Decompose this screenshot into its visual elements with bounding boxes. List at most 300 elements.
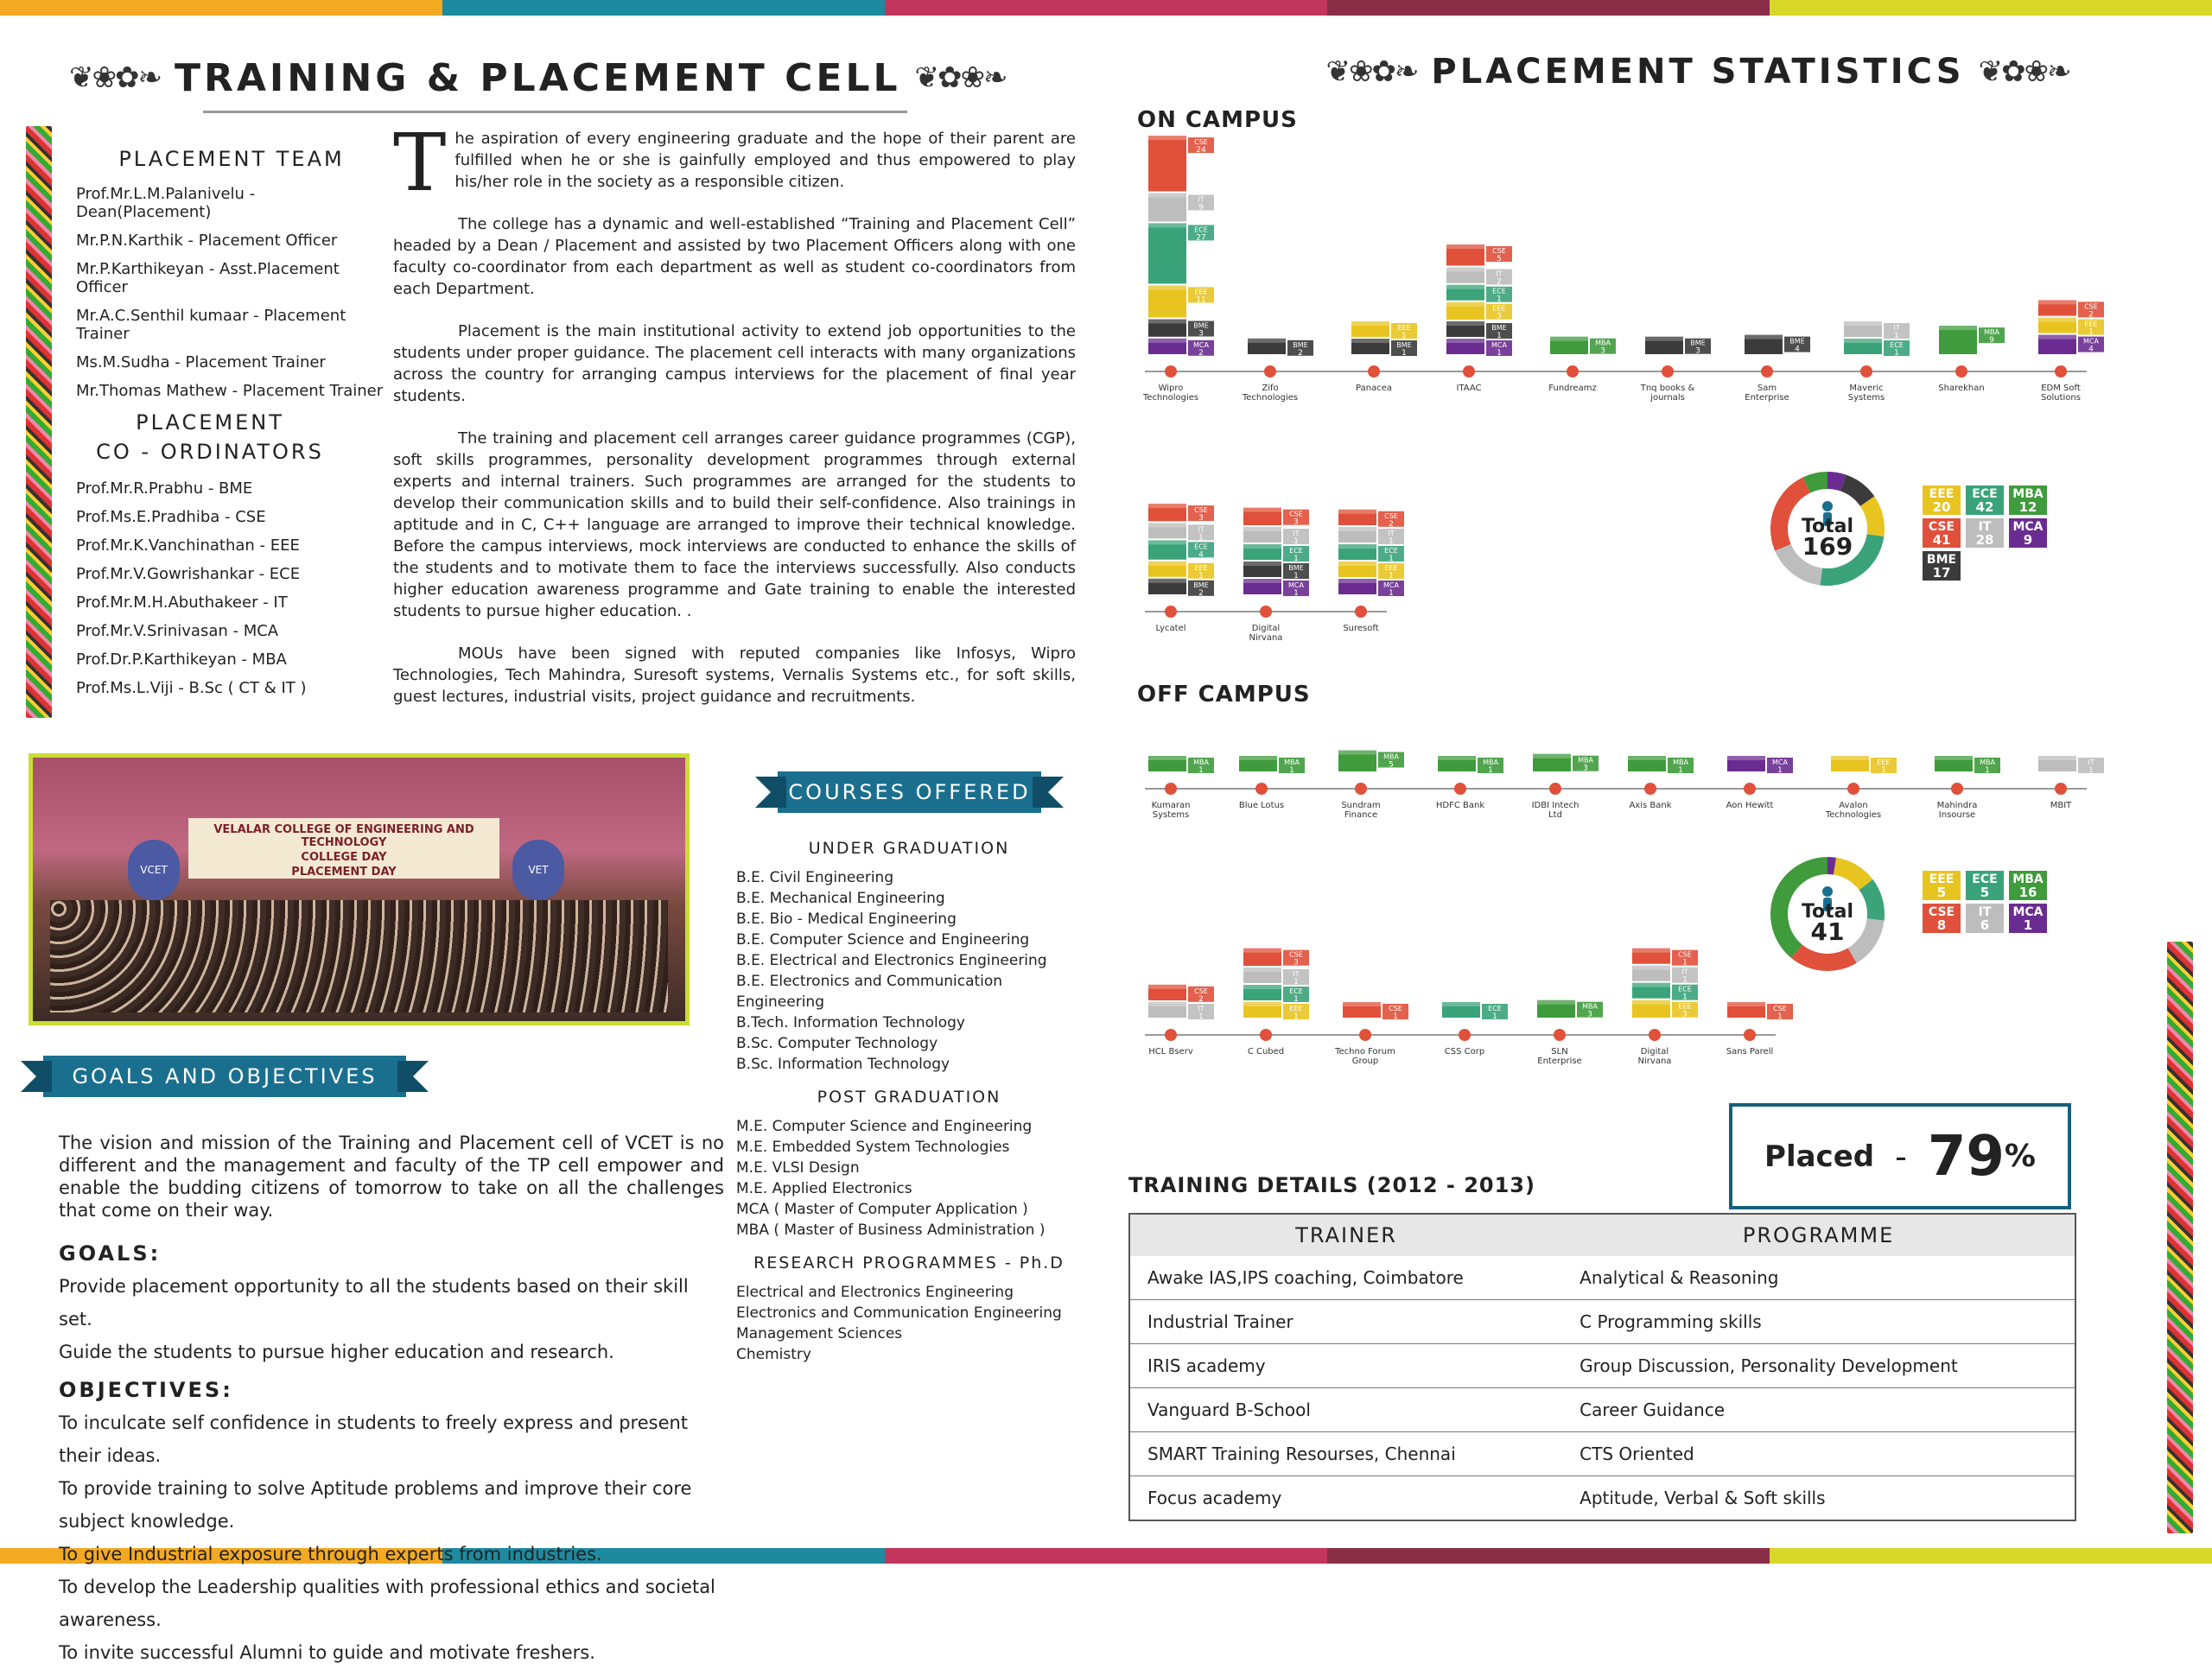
total-tile-label: MBA — [2012, 873, 2044, 886]
data-label: 1 — [1294, 589, 1299, 598]
marker-dot — [1255, 783, 1268, 795]
bar-segment-highlight — [1148, 339, 1186, 343]
bar-segment-highlight — [1727, 756, 1765, 760]
decorative-border — [2167, 942, 2193, 1533]
data-label: 3 — [1695, 346, 1700, 356]
team-member: Prof.Mr.L.M.Palanivelu - Dean(Placement) — [76, 185, 256, 221]
data-label: ECE — [1492, 287, 1506, 295]
marker-dot — [1165, 365, 1177, 378]
intro-paragraph-2: The college has a dynamic and well-established “Training and Placement Cell” headed by a Dean / Placement and assisted by two Placement Officers along with one faculty co-coordinator from each department as well as student co-coordinators from each Department. — [393, 215, 1076, 298]
marker-dot — [1951, 783, 1963, 795]
bar-segment-highlight — [1745, 335, 1783, 340]
table-row — [1129, 1388, 2075, 1432]
bar-segment-highlight — [1338, 544, 1376, 549]
bar-segment-highlight — [1243, 527, 1281, 531]
data-label: MCA — [1772, 758, 1788, 766]
placed-unit: % — [2004, 1139, 2036, 1174]
data-label: 1 — [1682, 975, 1688, 985]
data-label: CSE — [1194, 138, 1208, 147]
page-title-left: TRAINING & PLACEMENT CELL — [174, 55, 901, 100]
category-label: IDBI Intech — [1531, 801, 1580, 810]
data-label: 1 — [1492, 1012, 1497, 1021]
total-tile-value: 17 — [1932, 565, 1951, 581]
marker-dot — [2055, 365, 2067, 378]
category-label: Insourse — [1938, 810, 1976, 820]
data-label: 4 — [1795, 345, 1800, 354]
total-tile-label: MBA — [2012, 487, 2044, 501]
data-label: IT — [1388, 530, 1395, 537]
category-label: Aon Hewitt — [1726, 801, 1774, 810]
table-row — [1129, 1344, 2075, 1388]
category-label: Technologies — [1142, 393, 1199, 403]
top-color-bar — [0, 0, 2212, 16]
data-label: 1 — [1294, 555, 1299, 563]
data-label: 2 — [1298, 348, 1303, 358]
data-label: 1 — [1294, 995, 1299, 1004]
data-label: BME — [1491, 324, 1507, 332]
bar-segment-highlight — [1343, 1002, 1381, 1006]
marker-dot — [1359, 1029, 1371, 1041]
data-label: CSE — [1389, 1005, 1402, 1012]
data-label: 1 — [1678, 766, 1683, 775]
data-label: CSE — [1289, 510, 1303, 518]
marker-dot — [1355, 783, 1367, 795]
objectives-heading: OBJECTIVES: — [59, 1378, 233, 1402]
donut-slice — [1791, 944, 1857, 971]
bar-segment-highlight — [1148, 756, 1186, 760]
data-label: 1 — [1894, 349, 1899, 358]
category-label: MBIT — [2050, 801, 2072, 810]
college-shield-icon: VCET — [128, 840, 180, 900]
bar-segment-highlight — [2038, 300, 2076, 304]
coordinators-list — [76, 479, 344, 697]
category-label: Technologies — [1242, 393, 1299, 403]
total-tile-label: CSE — [1928, 905, 1955, 919]
category-label: Blue Lotus — [1238, 801, 1285, 810]
trainer-cell: Vanguard B-School — [1129, 1388, 1562, 1432]
bar-segment — [1148, 136, 1186, 191]
marker-dot — [1165, 1029, 1177, 1041]
course-item: M.E. Computer Science and Engineering — [736, 1118, 1033, 1135]
placed-dash: - — [1895, 1137, 1907, 1176]
bar-segment-highlight — [1446, 302, 1484, 307]
data-label: 2 — [1389, 519, 1394, 529]
team-member: Mr.P.Karthikeyan - Asst.Placement Officer — [76, 260, 340, 296]
category-label: Tnq books & — [1640, 384, 1695, 393]
bar-segment — [1148, 223, 1186, 283]
coordinator: Prof.Mr.M.H.Abuthakeer - IT — [76, 593, 288, 612]
total-tile-value: 16 — [2018, 885, 2037, 900]
intro-paragraph-4: The training and placement cell arranges career guidance programmes (CGP), soft skills programmes, personality development programmes through external experts and internal trainers. Such programmes are arranged for the students to develop their communication skills and to build their self-confidence. Also trainings in aptitude and in C, C++ language are arranged to improve their technical knowledge. Before the campus interviews, mock interviews are conducted to enhance the skills of the students and to motivate them to face the interviews successfully. Also conducts higher education awareness programme and Gate training to enable the interested students to pursue higher education. . — [393, 429, 1076, 620]
data-label: 1 — [1198, 1012, 1204, 1021]
placement-day-photo — [29, 753, 690, 1025]
photo-banner — [188, 818, 499, 879]
bar-segment-highlight — [1248, 339, 1286, 343]
marker-dot — [1459, 1029, 1471, 1041]
objective-item: To develop the Leadership qualities with professional ethics and societal awareness. — [59, 1577, 715, 1630]
total-tile-value: 8 — [1936, 917, 1947, 933]
data-label: MBA — [1383, 752, 1399, 761]
bar-segment-highlight — [1727, 1002, 1765, 1006]
bar-segment-highlight — [1351, 339, 1389, 343]
marker-dot — [1355, 606, 1367, 618]
data-label: CSE — [1194, 506, 1208, 515]
data-label: IT — [1681, 968, 1688, 976]
marker-dot — [1368, 365, 1380, 378]
category-label: Systems — [1152, 810, 1190, 820]
data-label: CSE — [2084, 302, 2098, 311]
bar-segment-highlight — [1446, 321, 1484, 326]
training-heading: TRAINING DETAILS (2012 - 2013) — [1128, 1173, 1535, 1197]
coordinators-heading-2: CO - ORDINATORS — [96, 440, 324, 464]
total-label: Total — [1801, 516, 1854, 537]
bar-segment-highlight — [1243, 544, 1281, 549]
floral-ornament-icon: ❦✿❀❧ — [914, 60, 1007, 95]
title-underline — [203, 111, 907, 113]
category-label: Solutions — [2041, 393, 2081, 403]
bar-segment-highlight — [1533, 754, 1571, 758]
data-label: 2 — [1198, 994, 1204, 1004]
data-label: BME — [1193, 581, 1209, 589]
course-item: MBA ( Master of Business Administration ) — [736, 1222, 1046, 1239]
bar-segment-highlight — [1148, 285, 1186, 289]
total-tile-label: IT — [1978, 905, 1992, 919]
course-item: B.E. Electrical and Electronics Engineering — [736, 952, 1047, 969]
data-label: IT — [1198, 525, 1205, 534]
programme-cell: Aptitude, Verbal & Soft skills — [1580, 1488, 1826, 1508]
data-label: 1 — [1198, 533, 1204, 543]
category-label: Digital — [1640, 1047, 1669, 1057]
total-tile-label: ECE — [1972, 873, 1998, 886]
programme-cell: CTS Oriented — [1562, 1432, 2075, 1476]
bar-segment-highlight — [1148, 985, 1186, 989]
data-label: 3 — [1294, 517, 1299, 527]
data-label: ECE — [1384, 547, 1398, 555]
data-label: MBA — [1578, 756, 1593, 765]
data-label: IT — [1893, 324, 1900, 332]
bar-segment-highlight — [1148, 504, 1186, 508]
bar-segment-highlight — [1239, 756, 1277, 760]
data-label: 1 — [1985, 766, 1990, 775]
placed-label: Placed — [1764, 1139, 1875, 1174]
course-item: M.E. VLSI Design — [736, 1159, 860, 1177]
course-item: B.Sc. Computer Technology — [736, 1035, 938, 1052]
pg-heading: POST GRADUATION — [817, 1088, 1001, 1107]
trainer-cell: SMART Training Resourses, Chennai — [1129, 1432, 1562, 1476]
bar-segment-highlight — [1338, 579, 1376, 583]
bar-segment-highlight — [1243, 949, 1281, 953]
data-label: 4 — [1198, 550, 1204, 560]
data-label: 1 — [1497, 332, 1502, 340]
bar-segment-highlight — [1537, 1000, 1575, 1005]
placed-value: 79 — [1927, 1124, 2005, 1189]
placement-charts — [1123, 130, 2143, 1088]
category-label: Fundreamz — [1548, 384, 1597, 393]
vision-text: The vision and mission of the Training and Placement cell of VCET is no different and the management and faculty of the TP cell empower and enable the budding citizens of tomorrow to take on all the challenges that come on their way. — [59, 1133, 724, 1221]
bar-segment-highlight — [1338, 527, 1376, 531]
drop-cap: T — [393, 117, 447, 209]
data-label: 3 — [1497, 312, 1502, 321]
category-label: Group — [1351, 1057, 1379, 1066]
category-label: Enterprise — [1537, 1057, 1582, 1066]
floral-ornament-icon: ❦❀✿❧ — [69, 60, 161, 95]
data-label: 1 — [1389, 572, 1394, 581]
data-label: IT — [1198, 1005, 1205, 1012]
trainer-cell: IRIS academy — [1129, 1344, 1562, 1388]
marker-dot — [1463, 365, 1475, 378]
data-label: ECE — [1678, 985, 1692, 993]
placement-team-list — [76, 185, 387, 400]
donut-slice — [1848, 918, 1885, 962]
training-table — [1128, 1213, 2076, 1521]
coordinators — [76, 410, 344, 708]
bar-segment-highlight — [1939, 326, 1977, 330]
total-value: 41 — [1810, 917, 1845, 946]
bar-segment-highlight — [1935, 756, 1973, 760]
data-label: CSE — [1773, 1005, 1787, 1012]
data-label: 1 — [1402, 332, 1407, 340]
category-label: Lycatel — [1155, 624, 1186, 633]
course-item: Chemistry — [736, 1346, 811, 1363]
data-label: 1 — [1894, 332, 1899, 340]
category-label: Enterprise — [1745, 393, 1789, 403]
data-label: 24 — [1196, 146, 1206, 155]
marker-dot — [1549, 783, 1561, 795]
data-label: ECE — [1194, 225, 1208, 234]
marker-dot — [1260, 606, 1272, 618]
bar-segment-highlight — [1148, 562, 1186, 566]
data-label: ECE — [1289, 987, 1303, 995]
data-label: MCA — [1491, 341, 1507, 349]
programme-cell: Analytical & Reasoning — [1562, 1256, 2075, 1300]
bar-segment-highlight — [1844, 339, 1882, 343]
category-label: Sam — [1757, 384, 1777, 393]
course-item: B.E. Electronics and Communication Engineering — [736, 973, 1003, 1011]
total-tile-value: 1 — [2023, 917, 2033, 933]
data-label: BME — [1193, 321, 1209, 330]
team-member: Mr.P.N.Karthik - Placement Officer — [76, 232, 338, 250]
total-tile-value: 20 — [1932, 499, 1951, 515]
total-tile-label: IT — [1978, 520, 1992, 534]
category-label: Systems — [1847, 393, 1885, 403]
data-label: IT — [1293, 530, 1300, 537]
data-label: 1 — [1497, 349, 1502, 358]
page-title-right: PLACEMENT STATISTICS — [1431, 52, 1965, 92]
decorative-border — [26, 126, 52, 718]
total-tile-value: 6 — [1980, 917, 1990, 933]
bar-segment-highlight — [1351, 321, 1389, 326]
coordinator: Prof.Ms.L.Viji - B.Sc ( CT & IT ) — [76, 679, 307, 697]
course-item: Management Sciences — [736, 1325, 903, 1342]
category-label: Avalon — [1839, 801, 1868, 810]
data-label: 3 — [1682, 1010, 1688, 1019]
data-label: MBA — [1582, 1002, 1598, 1011]
category-label: SLN — [1551, 1047, 1568, 1057]
table-header: PROGRAMME — [1562, 1214, 2075, 1256]
category-label: HCL Bserv — [1148, 1047, 1193, 1057]
placement-team — [76, 147, 387, 410]
data-label: ECE — [1890, 341, 1904, 349]
data-label: 1 — [1402, 349, 1407, 358]
total-tile-label: MCA — [2012, 905, 2044, 919]
trainer-cell: Awake IAS,IPS coaching, Coimbatore — [1129, 1256, 1562, 1300]
data-label: CSE — [1194, 987, 1208, 995]
data-label: 9 — [1989, 336, 1994, 346]
category-label: Finance — [1344, 810, 1378, 820]
data-label: MBA — [1483, 758, 1498, 766]
marker-dot — [1662, 365, 1674, 378]
category-label: Maveric — [1849, 384, 1884, 393]
bar-segment-highlight — [1148, 1002, 1186, 1006]
data-label: MBA — [1284, 758, 1300, 766]
table-row — [1129, 1432, 2075, 1476]
trainer-cell: Focus academy — [1147, 1488, 1282, 1508]
category-label: HDFC Bank — [1435, 801, 1485, 810]
marker-dot — [1165, 606, 1177, 618]
data-label: 5 — [1497, 255, 1502, 263]
data-label: IT — [1496, 270, 1503, 278]
bar-segment-highlight — [1628, 756, 1666, 760]
programme-cell: Group Discussion, Personality Development — [1562, 1344, 2075, 1388]
marker-dot — [1644, 783, 1656, 795]
data-label: MCA — [1383, 581, 1399, 589]
programme-cell: C Programming skills — [1562, 1300, 2075, 1344]
team-member: Ms.M.Sudha - Placement Trainer — [76, 353, 326, 371]
data-label: 1 — [1777, 766, 1783, 775]
data-label: ECE — [1289, 547, 1303, 555]
data-label: 27 — [1196, 233, 1206, 243]
data-label: 1 — [1682, 958, 1688, 968]
total-tile-label: MCA — [2012, 520, 2044, 534]
bar-segment-highlight — [1632, 966, 1670, 970]
data-label: 1 — [1777, 1012, 1783, 1021]
data-label: BME — [1396, 341, 1412, 349]
data-label: 1 — [1393, 1012, 1398, 1021]
course-item: B.E. Civil Engineering — [736, 869, 894, 886]
data-label: 1 — [1294, 537, 1299, 546]
data-label: EEE — [1397, 324, 1411, 332]
data-label: 3 — [1198, 329, 1204, 339]
coordinator: Prof.Mr.V.Srinivasan - MCA — [76, 622, 279, 640]
right-title-block — [1253, 41, 2143, 102]
intro-paragraph-1: he aspiration of every engineering graduate and the hope of their parent are fulfilled when he or she is gainfully employed and thus empowered to play his/her role in the society as a responsible citizen. — [454, 130, 1076, 191]
data-label: 1 — [1389, 537, 1394, 546]
course-item: B.Sc. Information Technology — [736, 1056, 950, 1073]
table-row — [1129, 1476, 2075, 1521]
total-tile-value: 28 — [1975, 532, 1994, 548]
category-label: Sundram — [1341, 801, 1381, 810]
data-label: MBA — [1595, 339, 1611, 347]
bar-segment-highlight — [1645, 337, 1683, 341]
data-label: 3 — [1198, 514, 1204, 524]
marker-dot — [1955, 365, 1967, 378]
data-label: 4 — [2088, 345, 2094, 354]
marker-dot — [1847, 783, 1859, 795]
goal-item: Provide placement opportunity to all the students based on their skill set. — [59, 1276, 689, 1329]
bar-segment-highlight — [1632, 983, 1670, 987]
data-label: 1 — [1294, 978, 1299, 987]
data-label: 3 — [1294, 958, 1299, 968]
marker-dot — [1454, 783, 1466, 795]
bar-segment-highlight — [1243, 968, 1281, 972]
coordinator: Prof.Mr.V.Gowrishankar - ECE — [76, 565, 301, 583]
marker-dot — [1165, 783, 1177, 795]
bar-segment-highlight — [1844, 321, 1882, 326]
data-label: BME — [1690, 339, 1706, 347]
category-label: Technologies — [1825, 810, 1882, 820]
trainer-cell: Industrial Trainer — [1129, 1300, 1562, 1344]
marker-dot — [1860, 365, 1872, 378]
bar-segment-highlight — [1148, 540, 1186, 544]
marker-dot — [1264, 365, 1276, 378]
total-tile-value: 5 — [1980, 885, 1990, 900]
bar-segment-highlight — [1243, 579, 1281, 583]
intro-paragraph-3: Placement is the main institutional activity to extend job opportunities to the students under proper guidance. The placement cell interacts with many organizations across the country for arranging campus interviews for the placement of final year students. — [393, 322, 1076, 405]
research-heading: RESEARCH PROGRAMMES - Ph.D — [753, 1253, 1065, 1272]
course-item: Electronics and Communication Engineering — [736, 1304, 1062, 1322]
category-label: Ltd — [1548, 810, 1562, 820]
data-label: 11 — [1196, 295, 1206, 305]
data-label: IT — [1293, 970, 1300, 978]
team-member: Mr.Thomas Mathew - Placement Trainer — [76, 382, 384, 400]
category-label: Sans Parell — [1726, 1047, 1774, 1057]
data-label: MCA — [1288, 581, 1304, 589]
bar-segment-highlight — [1148, 136, 1186, 140]
data-label: CSE — [1492, 247, 1506, 255]
data-label: 1 — [1198, 571, 1204, 581]
bar-segment-highlight — [1446, 268, 1484, 272]
data-label: 2 — [1198, 588, 1204, 598]
bar-segment-highlight — [1243, 562, 1281, 566]
bar-segment-highlight — [2038, 318, 2076, 322]
data-label: ECE — [1194, 543, 1208, 551]
category-label: Panacea — [1356, 384, 1392, 393]
bar-segment-highlight — [1438, 756, 1476, 760]
bar-segment-highlight — [1243, 985, 1281, 989]
data-label: 9 — [1198, 203, 1204, 213]
total-label: Total — [1801, 901, 1854, 923]
bar-segment-highlight — [1338, 510, 1376, 514]
courses-list — [736, 838, 1082, 1365]
course-item: B.E. Computer Science and Engineering — [736, 931, 1030, 949]
data-label: 1 — [1294, 572, 1299, 581]
category-label: C Cubed — [1247, 1047, 1285, 1057]
category-label: Wipro — [1158, 384, 1184, 393]
photo-banner-line: VELALAR COLLEGE OF ENGINEERING AND TECHNOLOGY — [213, 823, 474, 849]
data-label: IT — [1198, 195, 1205, 204]
person-icon — [1822, 886, 1833, 897]
data-label: MBA — [1984, 328, 1999, 337]
data-label: BME — [1288, 564, 1304, 572]
data-label: 3 — [1583, 764, 1588, 773]
course-item: M.E. Applied Electronics — [736, 1180, 912, 1197]
total-tile-value: 41 — [1932, 532, 1951, 548]
data-label: 5 — [1389, 760, 1394, 770]
data-label: 2 — [2088, 310, 2094, 320]
course-item: Electrical and Electronics Engineering — [736, 1284, 1014, 1301]
course-item: B.E. Mechanical Engineering — [736, 890, 945, 907]
marker-dot — [1554, 1029, 1566, 1041]
data-label: EEE — [1384, 564, 1398, 572]
marker-dot — [1761, 365, 1773, 378]
data-label: 1 — [1497, 295, 1502, 304]
coordinator: Prof.Dr.P.Karthikeyan - MBA — [76, 650, 287, 669]
coordinator: Prof.Mr.K.Vanchinathan - EEE — [76, 536, 300, 555]
course-item: M.E. Embedded System Technologies — [736, 1139, 1010, 1156]
bar-segment-highlight — [1446, 285, 1484, 289]
bar-segment-highlight — [1446, 244, 1484, 249]
category-label: EDM Soft — [2041, 384, 2081, 393]
